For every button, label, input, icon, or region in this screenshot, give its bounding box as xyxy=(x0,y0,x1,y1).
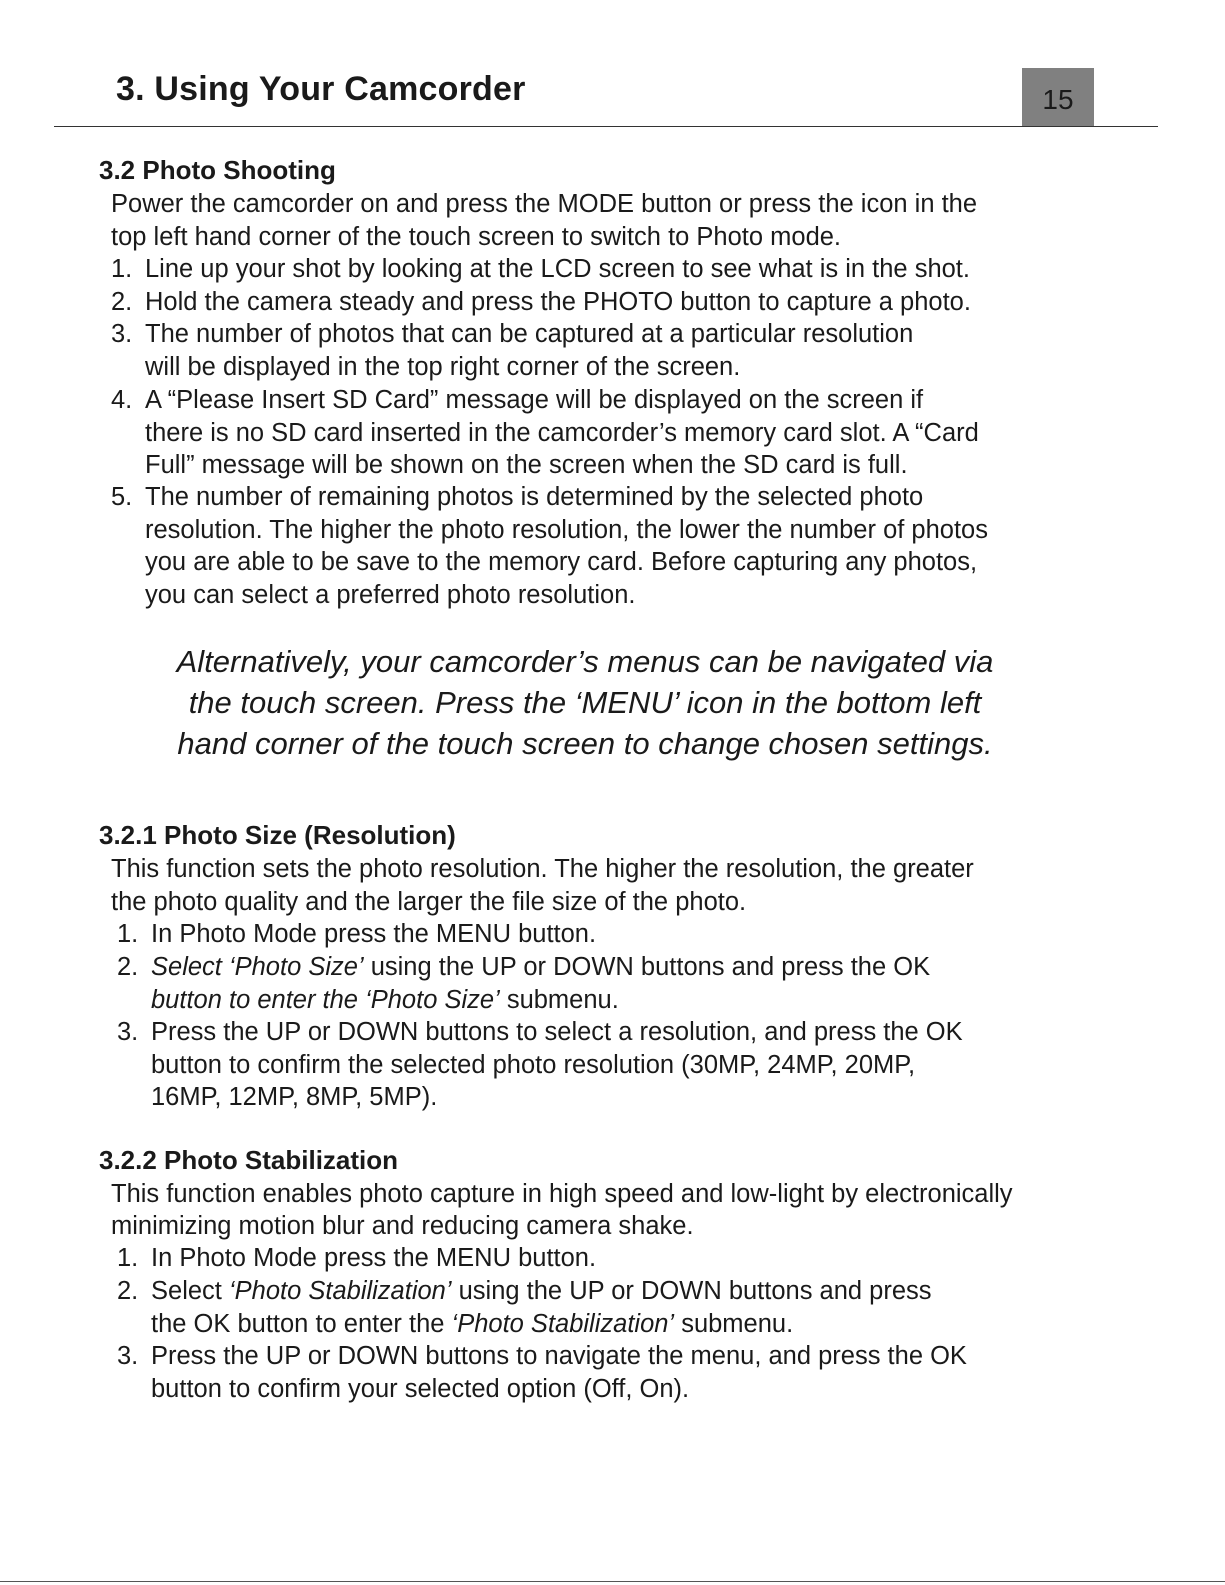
list-number: 3. xyxy=(117,1342,139,1370)
list-text: Line up your shot by looking at the LCD screen to see what is in the shot. xyxy=(145,255,970,283)
list-text: Full” message will be shown on the screen when the SD card is full. xyxy=(145,451,908,479)
header-divider xyxy=(54,126,1158,127)
list-text: Hold the camera steady and press the PHOTO button to capture a photo. xyxy=(145,288,971,316)
list-item xyxy=(117,1016,1111,1114)
paragraph-line: This function enables photo capture in high speed and low-light by electronically xyxy=(111,1180,1013,1208)
list-number: 1. xyxy=(111,255,133,283)
list-number: 1. xyxy=(117,1244,139,1272)
note-line: the touch screen. Press the ‘MENU’ icon in the bottom left xyxy=(188,685,982,720)
list-text: using the UP or DOWN buttons and press the OK xyxy=(363,953,931,981)
list-text: submenu. xyxy=(674,1309,794,1338)
list-text: will be displayed in the top right corner of the screen. xyxy=(145,352,741,381)
paragraph-line: Power the camcorder on and press the MODE button or press the icon in the xyxy=(111,190,978,218)
list-number: 1. xyxy=(117,920,139,948)
list-text: The number of remaining photos is determined by the selected photo xyxy=(145,483,924,511)
list-text: you are able to be save to the memory card. Before capturing any photos, xyxy=(145,548,978,576)
list-number: 2. xyxy=(117,953,139,981)
list-text: The number of photos that can be captured at a particular resolution xyxy=(145,320,914,348)
list-text: 16MP, 12MP, 8MP, 5MP). xyxy=(151,1083,438,1111)
list-item xyxy=(117,1340,1111,1405)
list-number: 2. xyxy=(117,1277,139,1305)
paragraph-line: the photo quality and the larger the file size of the photo. xyxy=(111,888,747,916)
list-item xyxy=(117,918,1111,951)
list-item xyxy=(111,481,1105,611)
page-number: 15 xyxy=(1042,84,1074,115)
list-text: Select xyxy=(151,1277,229,1305)
list-item xyxy=(111,318,1105,383)
chapter-title: 3. Using Your Camcorder xyxy=(116,70,526,108)
list-text: resolution. The higher the photo resolution, the lower the number of photos xyxy=(145,515,988,544)
list-text: the OK button to enter the xyxy=(151,1309,452,1338)
list-text: A “Please Insert SD Card” message will be displayed on the screen if xyxy=(145,386,924,414)
footer-divider xyxy=(0,1581,1225,1582)
menu-note xyxy=(130,641,1040,764)
list-text: In Photo Mode press the MENU button. xyxy=(151,920,597,948)
note-line: Alternatively, your camcorder’s menus can be navigated via xyxy=(176,644,994,679)
section-heading-photo-shooting: 3.2 Photo Shooting xyxy=(99,155,336,185)
list-item xyxy=(111,286,1105,319)
list-item xyxy=(117,1275,1111,1340)
paragraph-line: This function sets the photo resolution. The higher the resolution, the greater xyxy=(111,855,974,883)
list-number: 3. xyxy=(111,320,133,348)
list-number: 3. xyxy=(117,1018,139,1046)
page-number-badge xyxy=(1022,68,1094,126)
list-item xyxy=(117,951,1111,1016)
list-text: using the UP or DOWN buttons and press xyxy=(451,1277,932,1305)
list-text-italic: Select ‘Photo Size’ xyxy=(151,953,364,981)
list-text: In Photo Mode press the MENU button. xyxy=(151,1244,597,1272)
section-heading-photo-size: 3.2.1 Photo Size (Resolution) xyxy=(99,820,456,850)
paragraph-line: top left hand corner of the touch screen to switch to Photo mode. xyxy=(111,223,842,251)
list-text-italic: ‘Photo Stabilization’ xyxy=(451,1309,675,1338)
list-text: button to confirm the selected photo resolution (30MP, 24MP, 20MP, xyxy=(151,1050,916,1079)
list-text: Press the UP or DOWN buttons to select a resolution, and press the OK xyxy=(151,1018,963,1046)
list-item xyxy=(117,1242,1111,1275)
list-number: 4. xyxy=(111,386,133,414)
list-text: Press the UP or DOWN buttons to navigate the menu, and press the OK xyxy=(151,1342,967,1370)
paragraph-line: minimizing motion blur and reducing camera shake. xyxy=(111,1212,694,1240)
list-text-italic: button to enter the ‘Photo Size’ xyxy=(151,985,500,1014)
list-text: submenu. xyxy=(499,985,619,1014)
section-heading-photo-stabilization: 3.2.2 Photo Stabilization xyxy=(99,1145,399,1175)
list-text-italic: ‘Photo Stabilization’ xyxy=(228,1277,452,1305)
list-text: you can select a preferred photo resolution. xyxy=(145,580,636,609)
list-number: 5. xyxy=(111,483,133,511)
list-text: button to confirm your selected option (Off, On). xyxy=(151,1374,690,1403)
note-line: hand corner of the touch screen to change chosen settings. xyxy=(177,726,993,761)
list-item xyxy=(111,253,1105,286)
list-item xyxy=(111,384,1105,482)
list-number: 2. xyxy=(111,288,133,316)
list-text: there is no SD card inserted in the camcorder’s memory card slot. A “Card xyxy=(145,418,979,447)
